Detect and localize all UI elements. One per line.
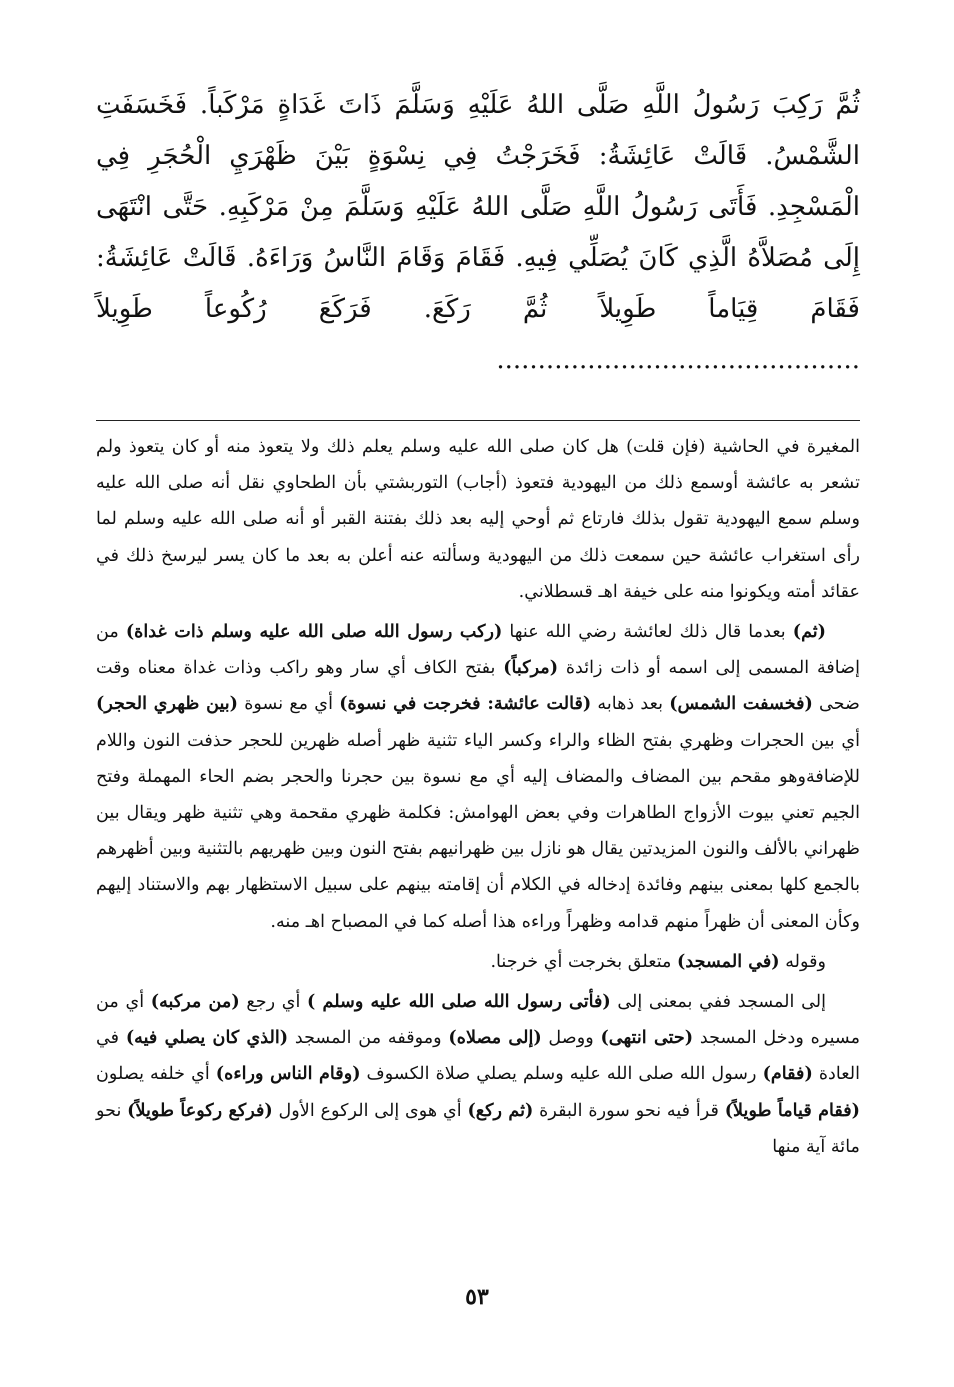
commentary-text: أي من مسيره ودخل المسجد bbox=[96, 992, 860, 1049]
commentary-text: بعدما قال ذلك لعائشة رضي الله عنها bbox=[502, 622, 793, 643]
quoted-phrase: (فخسفت الشمس) bbox=[669, 693, 813, 715]
hadith-text: ثُمَّ رَكِبَ رَسُولُ اللَّهِ صَلَّى اللهُ عَلَيْهِ وَسَلَّمَ ذَاتَ غَدَاةٍ مَرْكَباً. فَخَسَفَتِ الشَّمْسُ. قَالَتْ عَائِشَةُ: فَخَرَجْتُ فِي نِسْوَةٍ بَيْنَ ظَهْرَيِ الْحُجَرِ فِي الْمَسْجِدِ. فَأَتَى رَسُولُ اللَّهِ صَلَّى اللهُ عَلَيْهِ وَسَلَّمَ مِنْ مَرْكَبِهِ. حَتَّى انْتَهَى إِلَى مُصَلاَّهُ الَّذِي كَانَ يُصَلِّي فِيهِ. فَقَامَ وَقَامَ النَّاسُ وَرَاءَهُ. قَالَتْ عَائِشَةُ: فَقَامَ قِيَاماً طَوِيلاً ثُمَّ رَكَعَ. فَرَكَعَ رُكُوعاً طَوِيلاً ............................................ bbox=[96, 90, 860, 375]
commentary-text: وموقفه من المسجد bbox=[288, 1028, 449, 1049]
commentary-text: أي رجع bbox=[239, 992, 308, 1013]
quoted-phrase: (وقام الناس وراءه) bbox=[215, 1063, 361, 1085]
commentary-text: بفتح الكاف أي سار وهو راكب وذات غداة معناه وقت ضحى bbox=[96, 658, 860, 715]
quoted-phrase: (في المسجد) bbox=[677, 950, 780, 972]
quoted-phrase: (قالت عائشة: فخرجت في نسوة) bbox=[339, 693, 592, 715]
commentary-text: إلى المسجد ففي بمعنى إلى bbox=[610, 992, 826, 1013]
commentary-text: أي هوى إلى الركوع الأول bbox=[272, 1100, 468, 1121]
commentary-text: نحو مائة آية منها bbox=[96, 1100, 860, 1157]
quoted-phrase: (ثم) bbox=[792, 621, 827, 643]
quoted-phrase: (مركباً) bbox=[503, 657, 559, 679]
quoted-phrase: (فأتى رسول الله صلى الله عليه وسلم ) bbox=[307, 991, 611, 1013]
commentary-text: من إضافة المسمى إلى اسمه أو ذات زائدة bbox=[96, 622, 860, 679]
commentary-paragraph-3 bbox=[96, 984, 860, 1165]
commentary-text: أي بين الحجرات وظهري بفتح الظاء والراء وكسر الياء تثنية ظهر أصله ظهرين للحجر حذفت النون واللام للإضافةوهو مقحم بين المضاف والمضاف إليه أي مع نسوة بين حجرنا والحجر بضم الحاء المهملة وفتح الجيم تعني بيوت الأزواج الطاهرات وفي بعض الهوامش: فكلمة ظهري مقحمة وهي تثنية ظهر ويقال بين ظهراني بالألف والنون المزيدتين يقال هو نازل بين ظهرانيهم بفتح النون وبين ظهريهم بالتثنية وبين أظهرهم بالجمع كلها بمعنى بينهم وفائدة إدخاله في الكلام أن إقامته بينهم على سبيل الاستظهار بهم والاستناد إليهم وكأن المعنى أن ظهراً منهم قدامه وظهراً وراءه هذا أصله كما في المصباح اهـ منه. bbox=[96, 730, 860, 932]
commentary-text: ووصل bbox=[541, 1028, 601, 1049]
quoted-phrase: (فقام) bbox=[762, 1063, 813, 1085]
commentary-text: وقوله bbox=[779, 951, 826, 972]
commentary-text: بعد ذهابه bbox=[591, 694, 670, 715]
commentary-text: متعلق بخرجت أي خرجنا. bbox=[490, 951, 678, 972]
quoted-phrase: (فقام قياماً طويلاً) bbox=[724, 1099, 860, 1121]
footnote-separator bbox=[96, 420, 860, 421]
commentary-paragraph-1 bbox=[96, 614, 860, 940]
commentary-text: أي خلفه يصلون bbox=[96, 1064, 216, 1085]
commentary-text: في العادة bbox=[96, 1028, 860, 1085]
page-body bbox=[96, 80, 860, 1169]
footnote-paragraph: المغيرة في الحاشية (فإن قلت) هل كان صلى الله عليه وسلم يعلم ذلك ولا يتعوذ منه أو كان يتعوذ ولم تشعر به عائشة أوسمع ذلك من اليهودية فتعوذ (أجاب) التوربشتي بأن الطحاوي نقل أنه صلى الله عليه وسلم سمع اليهودية تقول بذلك فارتاع ثم أوحي إليه بعد ذلك بفتنة القبر أو أنه صلى الله عليه وسلم لما رأى استغراب عائشة حين سمعت ذلك من اليهودية وسألته عنه أعلن به بعد ما كان يسر ليرسخ ذلك في عقائد أمته ويكونوا منه على خيفة اهـ قسطلاني. bbox=[96, 437, 860, 602]
quoted-phrase: (إلى مصلاه) bbox=[448, 1027, 542, 1049]
commentary-text: أي مع نسوة bbox=[238, 694, 340, 715]
quoted-phrase: (الذي كان يصلي فيه) bbox=[125, 1027, 289, 1049]
commentary-paragraph-2 bbox=[96, 944, 860, 980]
quoted-phrase: (من مركبه) bbox=[150, 991, 240, 1013]
commentary-text: قرأ فيه نحو سورة البقرة bbox=[533, 1100, 725, 1121]
quoted-phrase: (حتى انتهى) bbox=[600, 1027, 694, 1049]
quoted-phrase: (فركع ركوعاً طويلاً) bbox=[127, 1099, 273, 1121]
commentary-text: رسول الله صلى الله عليه وسلم يصلي صلاة الكسوف bbox=[360, 1064, 763, 1085]
quoted-phrase: (ثم ركع) bbox=[467, 1099, 534, 1121]
page-number: ٥٣ bbox=[465, 1284, 489, 1310]
quoted-phrase: (ركب رسول الله صلى الله عليه وسلم ذات غداة) bbox=[125, 621, 503, 643]
quoted-phrase: (بين ظهري الحجر) bbox=[96, 693, 238, 715]
